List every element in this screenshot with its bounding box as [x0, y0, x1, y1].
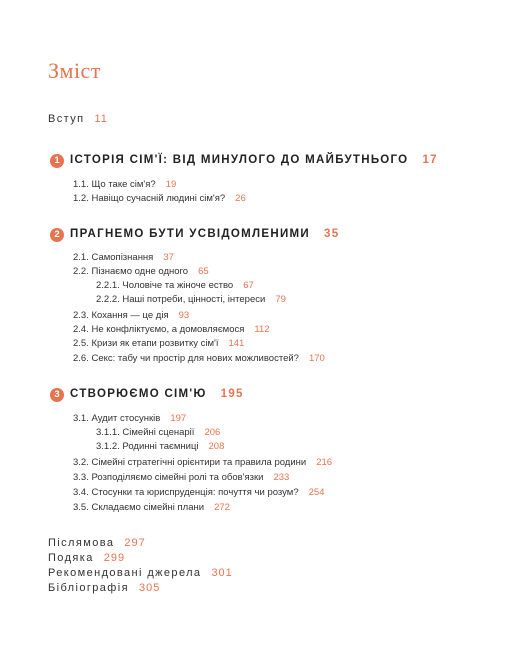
- toc-entry-label: 3.1.2. Родинні таємниці: [96, 441, 199, 452]
- toc-entry[interactable]: [73, 487, 324, 498]
- toc-entry[interactable]: [73, 472, 289, 483]
- toc-entry[interactable]: [73, 252, 174, 263]
- toc-page-number: 11: [94, 113, 108, 125]
- chapter-title: СТВОРЮЄМО СІМ'Ю: [70, 388, 207, 400]
- toc-entry[interactable]: [73, 413, 186, 424]
- toc-page-number: 112: [254, 324, 270, 335]
- toc-entry-acknowledgements[interactable]: [48, 552, 125, 564]
- toc-page-number: 305: [138, 582, 161, 594]
- toc-entry-bibliography[interactable]: [48, 582, 160, 594]
- toc-entry-label: 2.4. Не конфліктуємо, а домовляємося: [73, 324, 245, 335]
- toc-entry-label: 1.1. Що таке сім'я?: [73, 179, 156, 190]
- toc-page-number: 233: [273, 472, 290, 483]
- toc-entry[interactable]: [73, 457, 332, 468]
- toc-entry-afterword[interactable]: [48, 537, 146, 549]
- toc-entry-label: 3.4. Стосунки та юриспруденція: почуття чи розум?: [73, 487, 299, 498]
- toc-page-number: 17: [422, 154, 438, 166]
- toc-entry-label: 3.3. Розподіляємо сімейні ролі та обов'язки: [73, 472, 264, 483]
- toc-page-number: 208: [208, 441, 225, 452]
- toc-entry-label: Подяка: [48, 552, 94, 564]
- toc-entry-label: 3.5. Складаємо сімейні плани: [73, 502, 205, 513]
- toc-entry[interactable]: [73, 353, 325, 364]
- toc-entry[interactable]: [96, 427, 220, 438]
- toc-entry[interactable]: [73, 193, 246, 204]
- toc-entry-label: Рекомендовані джерела: [48, 567, 202, 579]
- toc-entry[interactable]: [73, 310, 189, 321]
- toc-entry-label: 3.1. Аудит стосунків: [73, 413, 161, 424]
- toc-entry[interactable]: [73, 324, 270, 335]
- chapter-number-badge: 3: [50, 388, 64, 402]
- toc-entry-label: 2.2.2. Наші потреби, цінності, інтереси: [96, 294, 266, 305]
- toc-chapter-1[interactable]: [70, 154, 438, 166]
- toc-page-number: 79: [275, 294, 286, 305]
- chapter-number-badge: 1: [50, 154, 64, 168]
- toc-page-number: 297: [124, 537, 146, 549]
- toc-entry-label: 2.3. Кохання — це дія: [73, 310, 169, 321]
- toc-entry[interactable]: [73, 179, 176, 190]
- toc-page-number: 197: [170, 413, 187, 424]
- toc-entry-label: 2.2.1. Чоловіче та жіноче ество: [96, 280, 234, 291]
- toc-entry-label: 1.2. Навіщо сучасній людині сім'я?: [73, 193, 226, 204]
- toc-entry-intro[interactable]: [48, 113, 108, 125]
- toc-chapter-3[interactable]: [70, 388, 244, 400]
- toc-page-number: 299: [103, 552, 126, 564]
- toc-page-number: 65: [198, 266, 209, 277]
- toc-entry[interactable]: [73, 502, 230, 513]
- toc-page-number: 19: [165, 179, 177, 190]
- toc-entry-label: 3.1.1. Сімейні сценарії: [96, 427, 195, 438]
- toc-entry[interactable]: [73, 266, 209, 277]
- toc-chapter-2[interactable]: [70, 228, 339, 240]
- toc-page-number: 170: [308, 353, 325, 364]
- toc-entry-label: 2.6. Секс: табу чи простір для нових можливостей?: [73, 353, 299, 364]
- toc-page-number: 206: [204, 427, 221, 438]
- toc-page-number: 93: [178, 310, 190, 321]
- toc-entry-recommended-sources[interactable]: [48, 567, 233, 579]
- toc-page-number: 272: [214, 502, 230, 513]
- toc-page-number: 67: [243, 280, 254, 291]
- toc-page-number: 216: [316, 457, 333, 468]
- toc-entry-label: 2.5. Кризи як етапи розвитку сім'ї: [73, 338, 219, 349]
- toc-entry[interactable]: [96, 294, 286, 305]
- toc-page-number: 301: [211, 567, 233, 579]
- toc-entry-label: Післямова: [48, 537, 115, 549]
- toc-entry[interactable]: [73, 338, 244, 349]
- toc-entry-label: 3.2. Сімейні стратегічні орієнтири та правила родини: [73, 457, 307, 468]
- toc-entry-label: Бібліографія: [48, 582, 129, 594]
- page-title: Зміст: [48, 58, 101, 83]
- toc-page-number: 26: [235, 193, 246, 204]
- toc-entry-label: 2.1. Самопізнання: [73, 252, 154, 263]
- toc-page-number: 141: [228, 338, 245, 349]
- chapter-number-badge: 2: [50, 228, 64, 242]
- toc-entry-label: 2.2. Пізнаємо одне одного: [73, 266, 189, 277]
- toc-page-number: 35: [324, 228, 340, 240]
- toc-page-number: 195: [220, 388, 244, 400]
- chapter-title: ПРАГНЕМО БУТИ УСВІДОМЛЕНИМИ: [70, 228, 310, 240]
- toc-entry[interactable]: [96, 441, 224, 452]
- toc-page-number: 37: [163, 252, 174, 263]
- toc-page-number: 254: [308, 487, 325, 498]
- toc-entry[interactable]: [96, 280, 254, 291]
- toc-entry-label: Вступ: [48, 113, 85, 125]
- chapter-title: ІСТОРІЯ СІМ'Ї: ВІД МИНУЛОГО ДО МАЙБУТНЬОГО: [70, 154, 409, 166]
